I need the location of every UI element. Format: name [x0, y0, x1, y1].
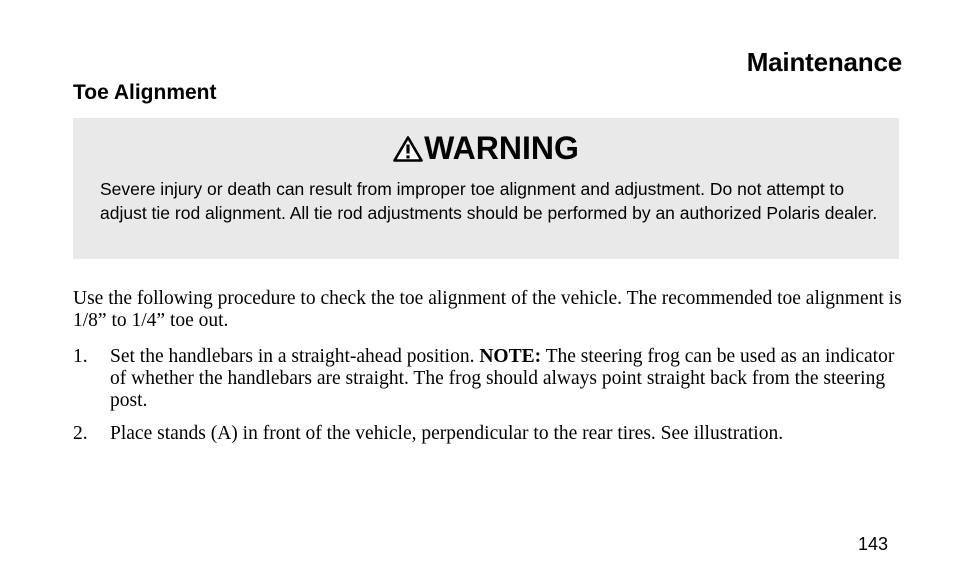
warning-text: Severe injury or death can result from improper toe alignment and adjustment. Do not attempt to adjust tie rod alignment. All tie rod adjustments should be performed by an authorized Polaris dealer. — [100, 179, 878, 223]
intro-paragraph: Use the following procedure to check the toe alignment of the vehicle. The recommended toe alignment is 1/8” to 1/4” toe out. — [73, 288, 902, 331]
step-number: 1. — [73, 346, 88, 367]
procedure-step-1 — [73, 346, 903, 412]
page-number: 143 — [857, 534, 888, 554]
step-text: Place stands (A) in front of the vehicle, perpendicular to the rear tires. See illustration. — [110, 423, 784, 444]
step-number: 2. — [73, 423, 88, 444]
step-text-before: Set the handlebars in a straight-ahead position. — [110, 346, 480, 367]
warning-title — [73, 128, 899, 168]
section-header: Maintenance — [746, 47, 902, 77]
warning-box — [73, 118, 899, 259]
note-label: NOTE: — [479, 346, 542, 367]
warning-title-label: WARNING — [424, 130, 579, 166]
warning-triangle-icon — [393, 136, 423, 162]
section-subheading: Toe Alignment — [73, 81, 217, 104]
procedure-step-2 — [73, 423, 903, 445]
procedure-steps — [73, 346, 903, 456]
step-text-after: The steering frog can be used as an indicator of whether the handlebars are straight. The frog should always point straight back from the steering post. — [110, 346, 895, 411]
step-text — [110, 346, 894, 411]
